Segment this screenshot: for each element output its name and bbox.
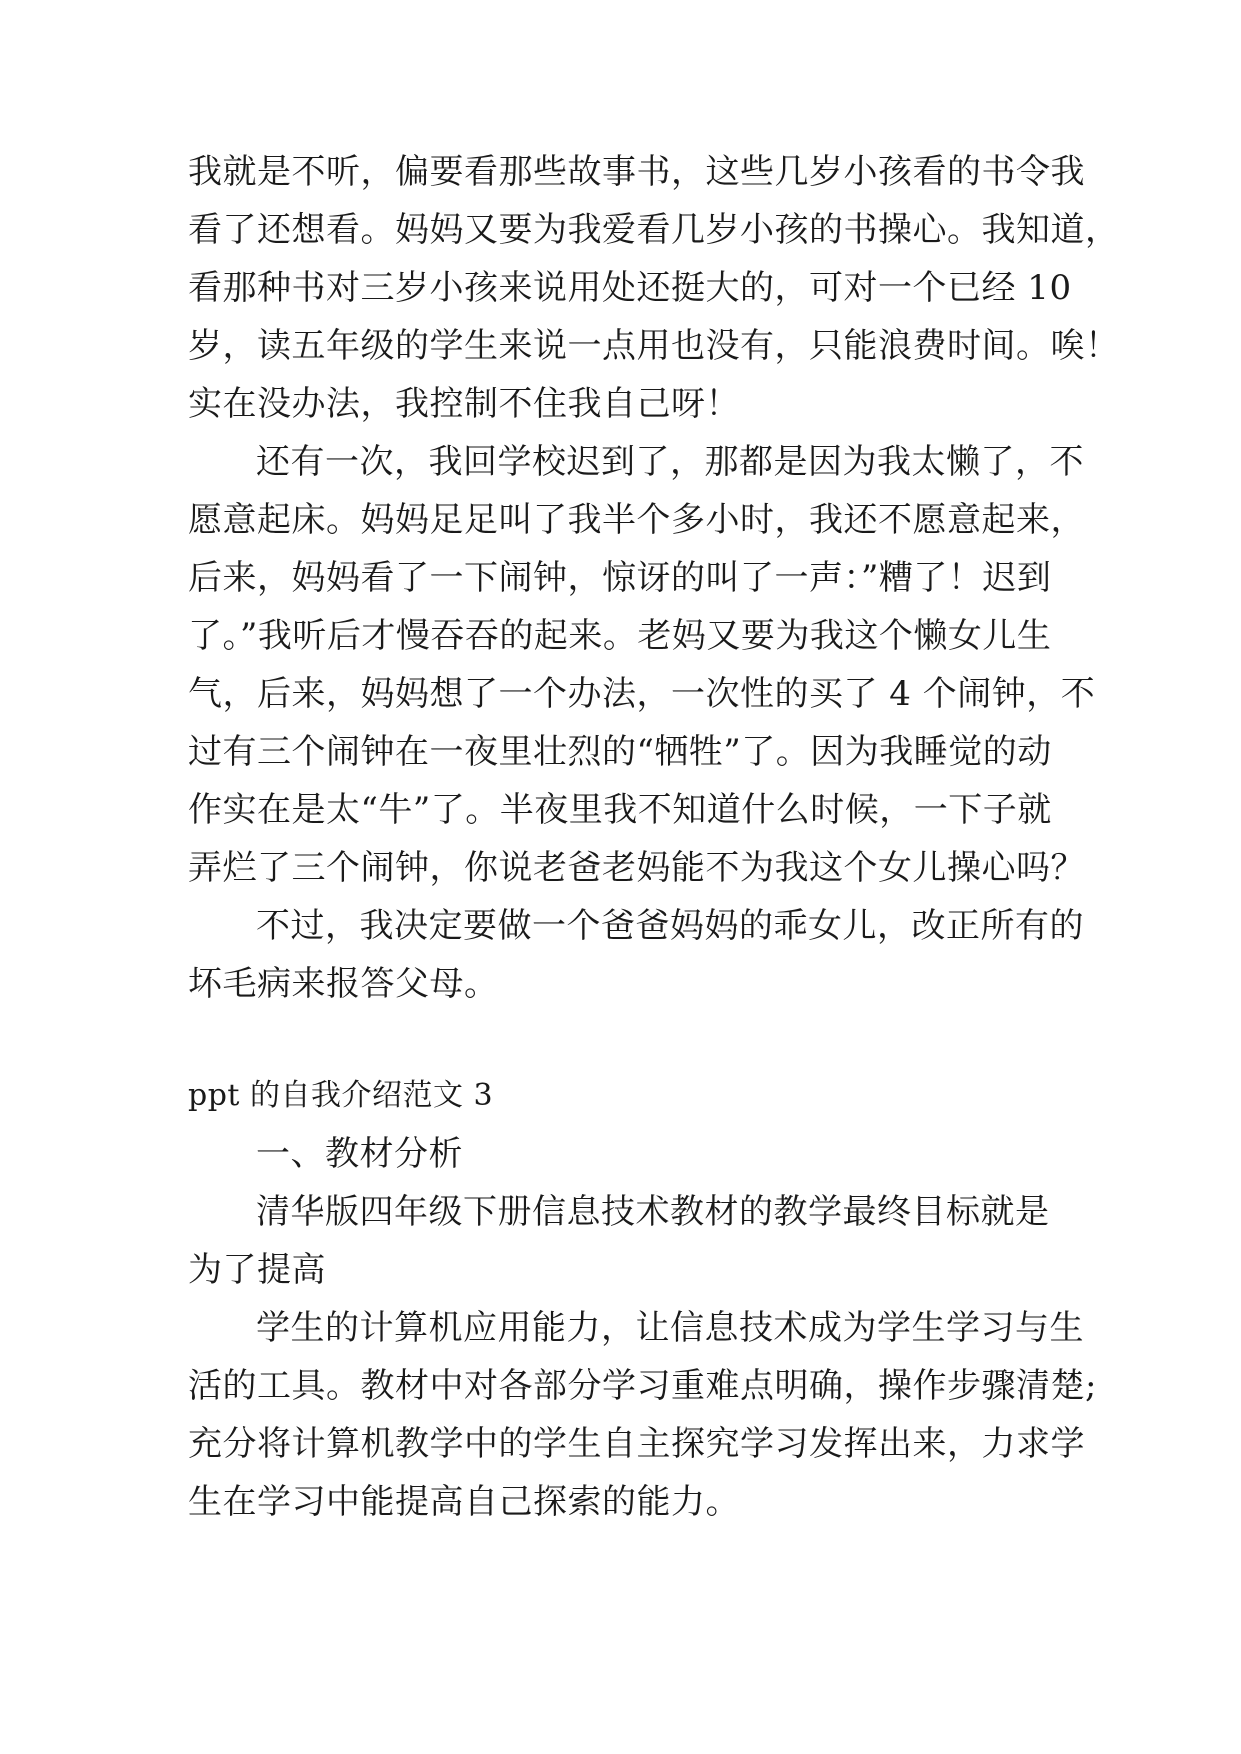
subheading: 一、教材分析	[256, 1134, 463, 1174]
paragraph-line: 学生的计算机应用能力，让信息技术成为学生学习与生	[256, 1308, 1084, 1348]
paragraph-line: 还有一次，我回学校迟到了，那都是因为我太懒了，不	[256, 442, 1084, 482]
paragraph-line: 活的工具。教材中对各部分学习重难点明确，操作步骤清楚;	[188, 1366, 1097, 1406]
section-title: ppt 的自我介绍范文 3	[188, 1078, 494, 1113]
paragraph-line: 弄烂了三个闹钟，你说老爸老妈能不为我这个女儿操心吗？	[188, 848, 1085, 888]
paragraph-line: 为了提高	[188, 1250, 326, 1290]
paragraph-line: 充分将计算机教学中的学生自主探究学习发挥出来，力求学	[188, 1424, 1085, 1464]
paragraph-line: 岁，读五年级的学生来说一点用也没有，只能浪费时间。唉！	[188, 326, 1120, 366]
paragraph-line: 后来，妈妈看了一下闹钟，惊讶的叫了一声：”糟了！迟到	[188, 558, 1052, 598]
paragraph-line: 坏毛病来报答父母。	[188, 964, 499, 1004]
paragraph-line: 作实在是太“牛”了。半夜里我不知道什么时候，一下子就	[188, 790, 1052, 830]
paragraph-line: 看那种书对三岁小孩来说用处还挺大的，可对一个已经 10	[188, 268, 1072, 308]
paragraph-line: 我就是不听，偏要看那些故事书，这些几岁小孩看的书令我	[188, 152, 1085, 192]
paragraph-line: 过有三个闹钟在一夜里壮烈的“牺牲”了。因为我睡觉的动	[188, 732, 1052, 772]
paragraph-line: 生在学习中能提高自己探索的能力。	[188, 1482, 740, 1522]
paragraph-line: 清华版四年级下册信息技术教材的教学最终目标就是	[256, 1192, 1050, 1232]
paragraph-line: 气，后来，妈妈想了一个办法，一次性的买了 4 个闹钟，不	[188, 674, 1096, 714]
paragraph-line: 了。”我听后才慢吞吞的起来。老妈又要为我这个懒女儿生	[188, 616, 1052, 656]
paragraph-line: 愿意起床。妈妈足足叫了我半个多小时，我还不愿意起来，	[188, 500, 1085, 540]
paragraph-line: 不过，我决定要做一个爸爸妈妈的乖女儿，改正所有的	[256, 906, 1084, 946]
paragraph-line: 看了还想看。妈妈又要为我爱看几岁小孩的书操心。我知道，	[188, 210, 1120, 250]
paragraph-line: 实在没办法，我控制不住我自己呀！	[188, 384, 740, 424]
